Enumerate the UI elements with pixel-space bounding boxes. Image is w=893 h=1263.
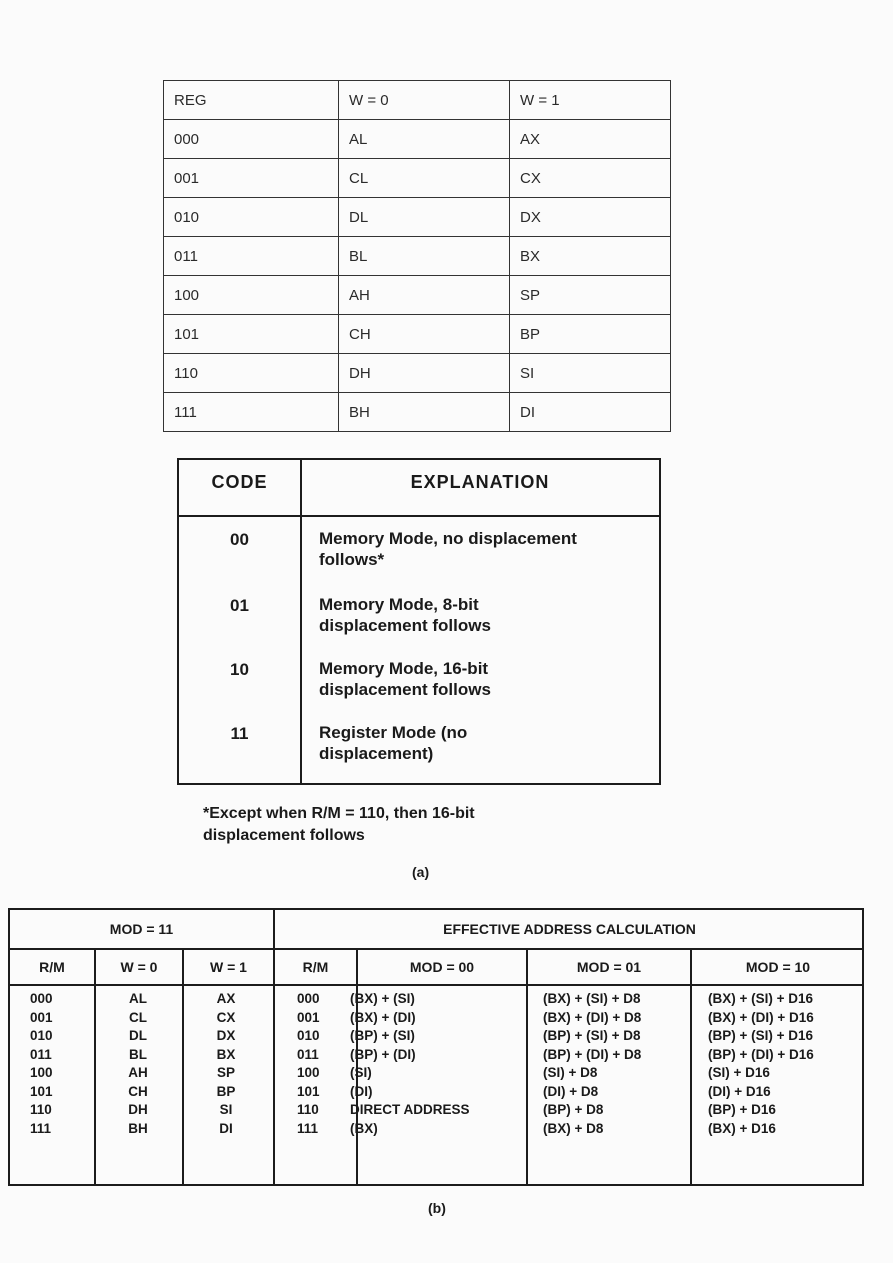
footnote: *Except when R/M = 110, then 16-bit displacement follows [203,805,475,844]
ea-calc-group-header: EFFECTIVE ADDRESS CALCULATION [443,921,696,937]
ea-cell: 010 [297,1028,320,1043]
ea-cell: (DI) + D8 [543,1083,599,1099]
explanation-cell: Memory Mode, 8-bit displacement follows [319,595,491,635]
col-header: R/M [302,959,329,975]
ea-cell: (BP) + D8 [543,1102,604,1117]
ea-cell: (SI) + D8 [543,1065,598,1080]
reg-cell: SI [510,354,671,393]
reg-cell: SP [510,276,671,315]
reg-cell: BL [339,237,510,276]
reg-row [164,393,671,432]
ea-cell: 101 [30,1083,53,1099]
ea-cell: AL [129,991,147,1006]
reg-cell: DH [339,354,510,393]
ea-cell: (BP) + (DI) + D16 [708,1046,814,1062]
code-cell: 00 [230,530,249,549]
reg-cell: 010 [164,198,339,237]
col-header: MOD = 10 [745,959,811,975]
reg-row [164,120,671,159]
explanation-cell: Memory Mode, 16-bit displacement follows [319,659,491,699]
reg-cell: 111 [164,393,339,432]
ea-cell: DX [216,1028,236,1043]
ea-cell: 001 [297,1009,320,1025]
ea-cell: 110 [30,1102,52,1117]
ea-cell: CL [129,1009,147,1025]
reg-cell: 001 [164,159,339,198]
ea-cell: (BX) + (DI) + D16 [708,1009,814,1025]
reg-row [164,276,671,315]
reg-cell: CX [510,159,671,198]
ea-cell: 110 [297,1102,319,1117]
reg-row [164,315,671,354]
explanation-cell: Memory Mode, no displacement follows* [319,529,577,569]
ea-cell: 101 [297,1083,320,1099]
reg-cell: BP [510,315,671,354]
reg-row [164,198,671,237]
reg-cell: 000 [164,120,339,159]
ea-cell: SP [216,1065,235,1080]
reg-cell: AH [339,276,510,315]
ea-cell: (BP) + D16 [708,1102,776,1117]
ea-cell: DH [128,1102,148,1117]
reg-row [164,159,671,198]
mod-code-table [177,458,661,785]
ea-cell: 111 [297,1120,319,1136]
ea-cell: BL [129,1046,147,1062]
effective-address-table [8,908,864,1186]
caption-b: (b) [428,1200,446,1216]
reg-cell: DX [510,198,671,237]
reg-table [163,80,671,432]
reg-cell: DI [510,393,671,432]
reg-cell: BX [510,237,671,276]
ea-cell: 111 [30,1120,52,1136]
reg-cell: BH [339,393,510,432]
ea-cell: (BX) + (DI) [350,1009,416,1025]
reg-header-cell: W = 1 [510,81,671,120]
ea-cell: (SI) + D16 [708,1065,770,1080]
reg-cell: 011 [164,237,339,276]
ea-cell: BH [128,1120,148,1136]
rm2-column [297,990,347,1138]
code-cell: 01 [230,596,249,615]
reg-cell: AX [510,120,671,159]
ea-cell: (DI) + D16 [708,1083,771,1099]
caption-a: (a) [412,864,430,880]
code-cell: 10 [230,660,249,679]
reg-cell: 101 [164,315,339,354]
reg-cell: CH [339,315,510,354]
reg-cell: CL [339,159,510,198]
code-cell: 11 [230,724,249,743]
reg-row [164,237,671,276]
ea-cell: (BX) + (SI) [350,991,415,1006]
mod01-column [543,990,688,1138]
ea-cell: (BX) + (SI) + D8 [543,991,641,1006]
explanation-header: EXPLANATION [410,472,550,492]
reg-header-cell: W = 0 [339,81,510,120]
col-header: R/M [39,959,65,975]
ea-cell: 100 [30,1065,53,1080]
mod11-group-header: MOD = 11 [109,921,174,937]
reg-cell: DL [339,198,510,237]
ea-cell: 000 [30,991,53,1006]
ea-cell: (DI) [350,1083,373,1099]
explanation-cell: Register Mode (no displacement) [319,723,468,763]
w0-column [108,990,168,1138]
ea-cell: BP [216,1083,236,1099]
ea-cell: (BX) + D16 [708,1120,776,1136]
col-header: W = 0 [120,959,158,975]
ea-cell: (BP) + (DI) [350,1046,416,1062]
col-header: MOD = 00 [409,959,475,975]
reg-row [164,354,671,393]
mod10-column [708,990,862,1138]
ea-cell: (BX) [350,1120,378,1136]
col-header: W = 1 [210,959,247,975]
ea-cell: (BP) + (SI) [350,1028,415,1043]
reg-header-row [164,81,671,120]
ea-cell: AH [128,1065,148,1080]
mod00-column [350,990,520,1138]
reg-cell: 100 [164,276,339,315]
ea-cell: (BP) + (SI) + D8 [543,1028,641,1043]
ea-cell: CH [128,1083,148,1099]
ea-cell: DL [129,1028,147,1043]
ea-cell: CX [216,1009,236,1025]
ea-cell: (SI) [350,1065,372,1080]
w1-column [196,990,256,1138]
ea-cell: DIRECT ADDRESS [350,1102,470,1117]
ea-cell: 001 [30,1009,53,1025]
ea-cell: BX [216,1046,236,1062]
reg-header-cell: REG [164,81,339,120]
col-header: MOD = 01 [576,959,642,975]
ea-cell: (BP) + (DI) + D8 [543,1046,642,1062]
ea-cell: (BX) + (SI) + D16 [708,991,814,1006]
reg-cell: 110 [164,354,339,393]
code-header: CODE [211,472,268,492]
ea-cell: 010 [30,1028,53,1043]
ea-cell: (BP) + (SI) + D16 [708,1028,814,1043]
ea-cell: AX [216,991,236,1006]
ea-cell: 100 [297,1065,320,1080]
ea-cell: (BX) + (DI) + D8 [543,1009,642,1025]
ea-cell: 000 [297,991,320,1006]
ea-cell: SI [219,1102,233,1117]
ea-cell: 011 [30,1046,52,1062]
ea-cell: DI [219,1120,233,1136]
ea-cell: (BX) + D8 [543,1120,604,1136]
rm-column [30,990,80,1138]
ea-cell: 011 [297,1046,319,1062]
reg-cell: AL [339,120,510,159]
